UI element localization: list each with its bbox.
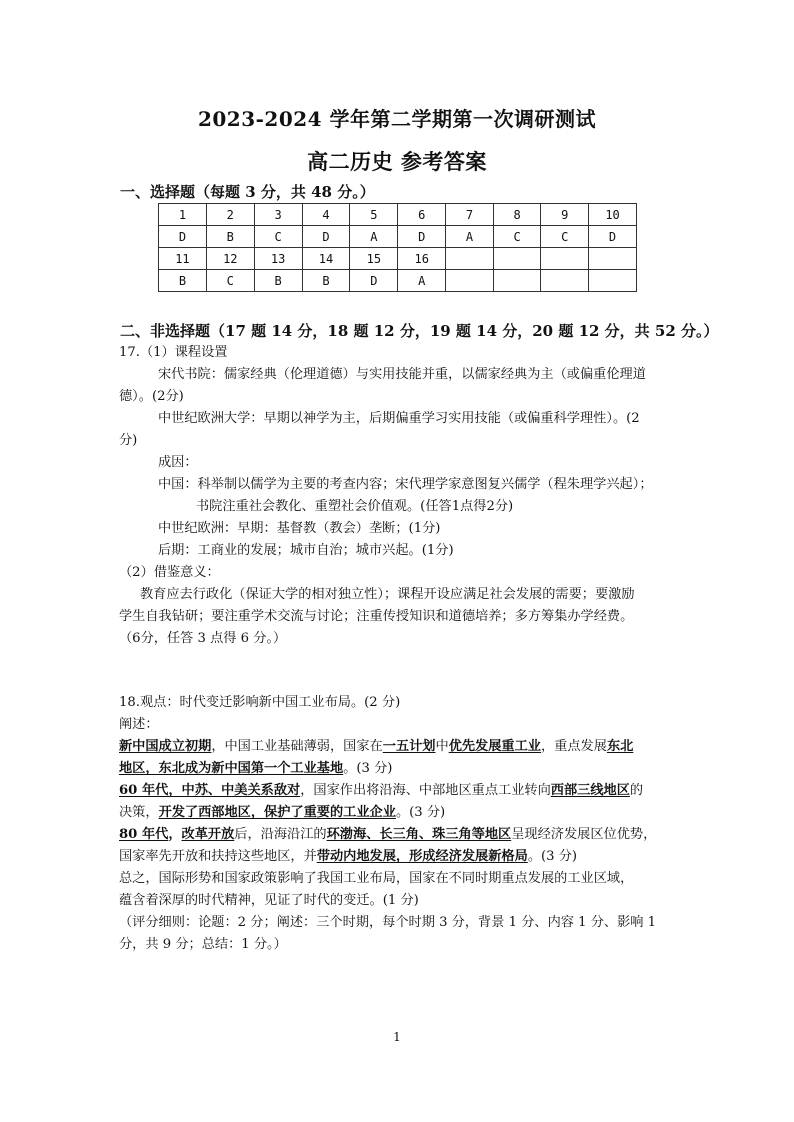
question-number-cell: 8	[493, 204, 541, 226]
q17-line-12: 教育应去行政化（保证大学的相对独立性）；课程开设应满足社会发展的需要；要激励	[140, 587, 635, 602]
answer-cell: B	[254, 270, 302, 292]
q17-line-13: 学生自我钻研；要注重学术交流与讨论；注重传授知识和道德培养；多方筹集办学经费。	[119, 609, 634, 624]
q18-line-1: 18.观点：时代变迁影响新中国工业布局。(2 分)	[119, 695, 401, 710]
answer-cell: D	[159, 226, 207, 248]
question-number-cell: 10	[589, 204, 637, 226]
q17-line-1: 17.（1）课程设置	[119, 345, 228, 360]
q18-line-8	[119, 848, 577, 866]
answer-cell	[446, 270, 494, 292]
answer-table	[158, 203, 637, 292]
q18-highlight: 西部三线地区	[550, 783, 630, 798]
q18-highlight: 环渤海、长三角、珠三角等地区	[326, 827, 512, 842]
q18-line-11: （评分细则：论题：2 分；阐述：三个时期，每个时期 3 分，背景 1 分、内容 1 分、影响 1	[119, 915, 657, 930]
section1-heading: 一、选择题（每题 3 分，共 48 分。）	[120, 183, 375, 201]
question-number-cell: 2	[206, 204, 254, 226]
answer-cell: C	[254, 226, 302, 248]
section2-heading: 二、非选择题（17 题 14 分，18 题 12 分，19 题 14 分，20 题 12 分，共 52 分。）	[120, 322, 719, 340]
question-number-cell: 1	[159, 204, 207, 226]
question-number-cell	[541, 248, 589, 270]
answer-cell: D	[398, 226, 446, 248]
q18-line-7	[119, 826, 656, 844]
question-number-cell: 13	[254, 248, 302, 270]
q17-line-7: 中国：科举制以儒学为主要的考查内容；宋代理学家意图复兴儒学（程朱理学兴起）；	[158, 477, 653, 492]
question-number-cell: 6	[398, 204, 446, 226]
exam-subtitle: 高二历史 参考答案	[307, 149, 487, 174]
q18-text: 国家率先开放和扶持这些地区，并	[119, 849, 317, 864]
q18-line-9: 总之，国际形势和国家政策影响了我国工业布局，国家在不同时期重点发展的工业区域，	[119, 871, 634, 886]
question-number-cell: 12	[206, 248, 254, 270]
q17-line-5: 分)	[119, 433, 138, 448]
answer-cell: C	[206, 270, 254, 292]
q18-line-5	[119, 782, 643, 800]
page-number: 1	[393, 1030, 401, 1044]
question-number-cell: 4	[302, 204, 350, 226]
question-number-cell: 16	[398, 248, 446, 270]
answer-table-row	[159, 226, 637, 248]
q18-highlight: 一五计划	[382, 739, 436, 754]
answer-cell	[493, 270, 541, 292]
answer-cell: D	[350, 270, 398, 292]
q18-line-3	[119, 738, 633, 756]
answer-table-row	[159, 204, 637, 226]
answer-cell	[589, 270, 637, 292]
question-number-cell: 5	[350, 204, 398, 226]
answer-cell: A	[446, 226, 494, 248]
q17-line-6: 成因：	[158, 455, 198, 470]
q18-highlight: 60 年代，中苏、中美关系敌对	[119, 783, 301, 798]
q18-text: 。(3 分)	[527, 849, 578, 864]
answer-cell: D	[589, 226, 637, 248]
question-number-cell	[446, 248, 494, 270]
q18-line-2: 阐述：	[119, 717, 159, 732]
question-number-cell: 11	[159, 248, 207, 270]
question-number-cell: 3	[254, 204, 302, 226]
q18-line-12: 分，共 9 分；总结：1 分。）	[119, 937, 287, 952]
q17-line-14: （6分，任答 3 点得 6 分。）	[119, 631, 287, 646]
q18-text: 中	[435, 739, 449, 754]
q18-text: 。(3 分)	[395, 805, 446, 820]
q18-text: ，中国工业基础薄弱，国家在	[211, 739, 383, 754]
answer-cell: A	[398, 270, 446, 292]
question-number-cell: 9	[541, 204, 589, 226]
q18-text: 决策，	[119, 805, 159, 820]
q18-text: 呈现经济发展区位优势，	[511, 827, 657, 842]
answer-cell: B	[302, 270, 350, 292]
q18-text: 后，沿海沿江的	[234, 827, 327, 842]
answer-table-row	[159, 270, 637, 292]
answer-cell: A	[350, 226, 398, 248]
q18-highlight: 东北	[606, 739, 634, 754]
answer-table-row	[159, 248, 637, 270]
q17-line-9: 中世纪欧洲：早期：基督教（教会）垄断；(1分)	[158, 521, 441, 536]
q17-line-10: 后期：工商业的发展；城市自治；城市兴起。(1分)	[158, 543, 454, 558]
q18-highlight: 改革开放	[181, 827, 235, 842]
q18-text: 。(3 分)	[343, 761, 393, 776]
answer-cell: B	[159, 270, 207, 292]
q17-line-11: （2）借鉴意义：	[119, 565, 220, 580]
q18-line-10: 蕴含着深厚的时代精神，见证了时代的变迁。(1 分)	[119, 893, 419, 908]
answer-cell: D	[302, 226, 350, 248]
q17-line-3: 德）。(2分)	[119, 389, 184, 404]
q18-text: ，重点发展	[541, 739, 607, 754]
question-number-cell: 15	[350, 248, 398, 270]
answer-cell: C	[541, 226, 589, 248]
question-number-cell	[589, 248, 637, 270]
q18-text: ，国家作出将沿海、中部地区重点工业转向	[300, 783, 551, 798]
q17-line-2: 宋代书院：儒家经典（伦理道德）与实用技能并重，以儒家经典为主（或偏重伦理道	[158, 367, 646, 382]
exam-title: 2023-2024 学年第二学期第一次调研测试	[197, 107, 597, 131]
q18-highlight: 新中国成立初期	[119, 739, 212, 754]
q18-text: ，	[168, 827, 182, 842]
q18-highlight: 带动内地发展，形成经济发展新格局	[316, 849, 528, 864]
q17-line-4: 中世纪欧洲大学：早期以神学为主，后期偏重学习实用技能（或偏重科学理性）。(2	[158, 411, 640, 426]
question-number-cell: 14	[302, 248, 350, 270]
q18-text: 的	[629, 783, 644, 798]
q18-line-4	[119, 760, 392, 778]
answer-cell: C	[493, 226, 541, 248]
question-number-cell: 7	[446, 204, 494, 226]
question-number-cell	[493, 248, 541, 270]
q18-highlight: 80 年代	[119, 827, 169, 842]
answer-cell: B	[206, 226, 254, 248]
q18-highlight: 开发了西部地区，保护了重要的工业企业	[158, 805, 396, 820]
answer-cell	[541, 270, 589, 292]
q17-line-8: 书院注重社会教化、重塑社会价值观。(任答1点得2分)	[196, 499, 514, 514]
q18-highlight: 地区，东北成为新中国第一个工业基地	[119, 761, 344, 776]
q18-line-6	[119, 804, 445, 822]
q18-highlight: 优先发展重工业	[448, 739, 541, 754]
